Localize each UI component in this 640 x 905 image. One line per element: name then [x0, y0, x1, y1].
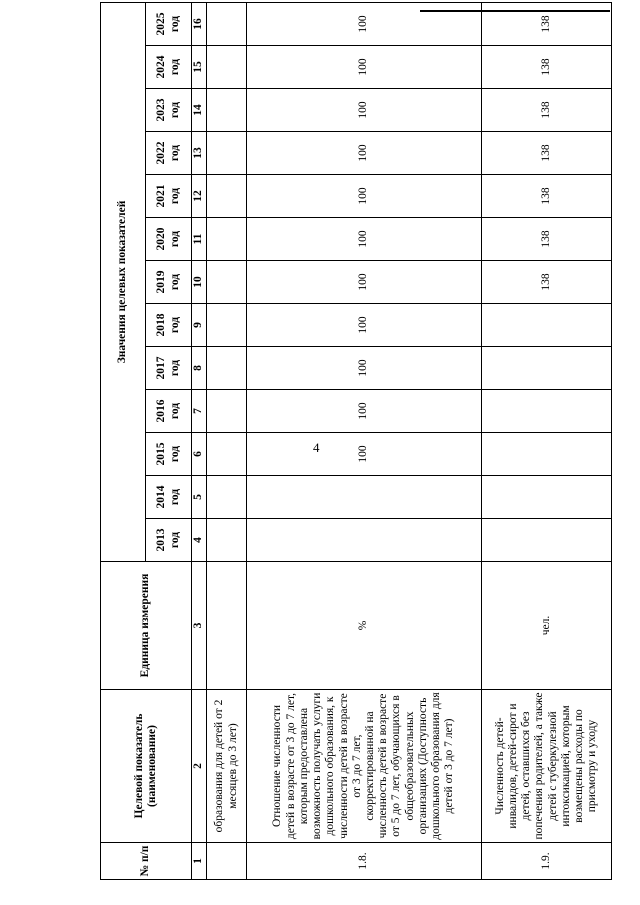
header-indicator: Целевой показатель (наименование)	[101, 690, 192, 843]
header-year: 2019 год	[146, 261, 192, 304]
rotated-table-wrapper	[100, 10, 610, 880]
header-year: 2014 год	[146, 476, 192, 519]
column-number: 15	[192, 46, 207, 89]
row-value	[207, 89, 247, 132]
header-values-group: Значения целевых показателей	[101, 2, 146, 561]
header-year: 2023 год	[146, 89, 192, 132]
column-number: 11	[192, 218, 207, 261]
row-value	[207, 2, 247, 45]
row-value	[482, 347, 612, 390]
row-value: 100	[247, 304, 482, 347]
column-number: 5	[192, 476, 207, 519]
row-value: 138	[482, 2, 612, 45]
column-number: 8	[192, 347, 207, 390]
row-value	[482, 519, 612, 562]
row-value	[207, 347, 247, 390]
header-unit: Единица измерения	[101, 562, 192, 690]
row-value: 100	[247, 2, 482, 45]
row-value: 138	[482, 175, 612, 218]
table-row	[207, 2, 247, 879]
row-value	[207, 132, 247, 175]
column-number: 6	[192, 433, 207, 476]
column-number: 1	[192, 843, 207, 880]
row-num: 1.8.	[247, 843, 482, 880]
table-row	[247, 2, 482, 879]
header-year: 2022 год	[146, 132, 192, 175]
row-value	[207, 304, 247, 347]
row-indicator-name: Отношение численности детей в возрасте от 3 до 7 лет, которым предоставлена возможность получать услуги дошкольного образования, к численности детей в возрасте от 3 до 7 лет, скорректированной на численность детей в возрасте от 5 до 7 лет, обучающихся в общеобразовательных организациях (Доступность дошкольного образования для детей от 3 до 7 лет)	[247, 690, 482, 843]
column-number: 14	[192, 89, 207, 132]
row-value	[207, 476, 247, 519]
column-number: 13	[192, 132, 207, 175]
row-value: 138	[482, 132, 612, 175]
column-number: 10	[192, 261, 207, 304]
row-value: 100	[247, 347, 482, 390]
row-indicator-name: Численность детей-инвалидов, детей-сирот и детей, оставшихся без попечения родителей, а также детей с туберкулезной интоксикацией, которым возмещены расходы по присмотру и уходу	[482, 690, 612, 843]
row-indicator-name: образования для детей от 2 месяцев до 3 лет)	[207, 690, 247, 843]
row-value: 100	[247, 433, 482, 476]
row-num: 1.9.	[482, 843, 612, 880]
column-number: 16	[192, 2, 207, 45]
row-value	[482, 304, 612, 347]
row-value	[207, 218, 247, 261]
header-year: 2017 год	[146, 347, 192, 390]
column-number: 4	[192, 519, 207, 562]
row-value: 138	[482, 89, 612, 132]
row-value	[247, 476, 482, 519]
row-value	[207, 390, 247, 433]
row-value: 138	[482, 46, 612, 89]
header-year: 2025 год	[146, 2, 192, 45]
row-value	[207, 261, 247, 304]
row-unit	[207, 562, 247, 690]
table-row	[482, 2, 612, 879]
row-value: 100	[247, 175, 482, 218]
row-value	[482, 476, 612, 519]
column-number: 2	[192, 690, 207, 843]
row-value: 100	[247, 390, 482, 433]
page-number: 4	[313, 440, 320, 455]
row-value	[482, 390, 612, 433]
row-value: 100	[247, 218, 482, 261]
row-value	[482, 433, 612, 476]
row-value	[207, 519, 247, 562]
column-number: 7	[192, 390, 207, 433]
row-value: 100	[247, 261, 482, 304]
header-year: 2020 год	[146, 218, 192, 261]
row-value	[207, 433, 247, 476]
row-unit: чел.	[482, 562, 612, 690]
row-value: 100	[247, 132, 482, 175]
header-num: № п/п	[101, 843, 192, 880]
row-value: 138	[482, 218, 612, 261]
row-value: 138	[482, 261, 612, 304]
header-year: 2024 год	[146, 46, 192, 89]
header-year: 2021 год	[146, 175, 192, 218]
header-year: 2015 год	[146, 433, 192, 476]
header-year: 2016 год	[146, 390, 192, 433]
row-value: 100	[247, 89, 482, 132]
row-value	[207, 46, 247, 89]
row-value	[247, 519, 482, 562]
row-num	[207, 843, 247, 880]
row-value	[207, 175, 247, 218]
column-number-row	[192, 2, 207, 879]
header-year: 2018 год	[146, 304, 192, 347]
column-number: 12	[192, 175, 207, 218]
target-indicators-table	[100, 2, 612, 880]
header-year: 2013 год	[146, 519, 192, 562]
row-value: 100	[247, 46, 482, 89]
row-unit: %	[247, 562, 482, 690]
column-number: 3	[192, 562, 207, 690]
column-number: 9	[192, 304, 207, 347]
